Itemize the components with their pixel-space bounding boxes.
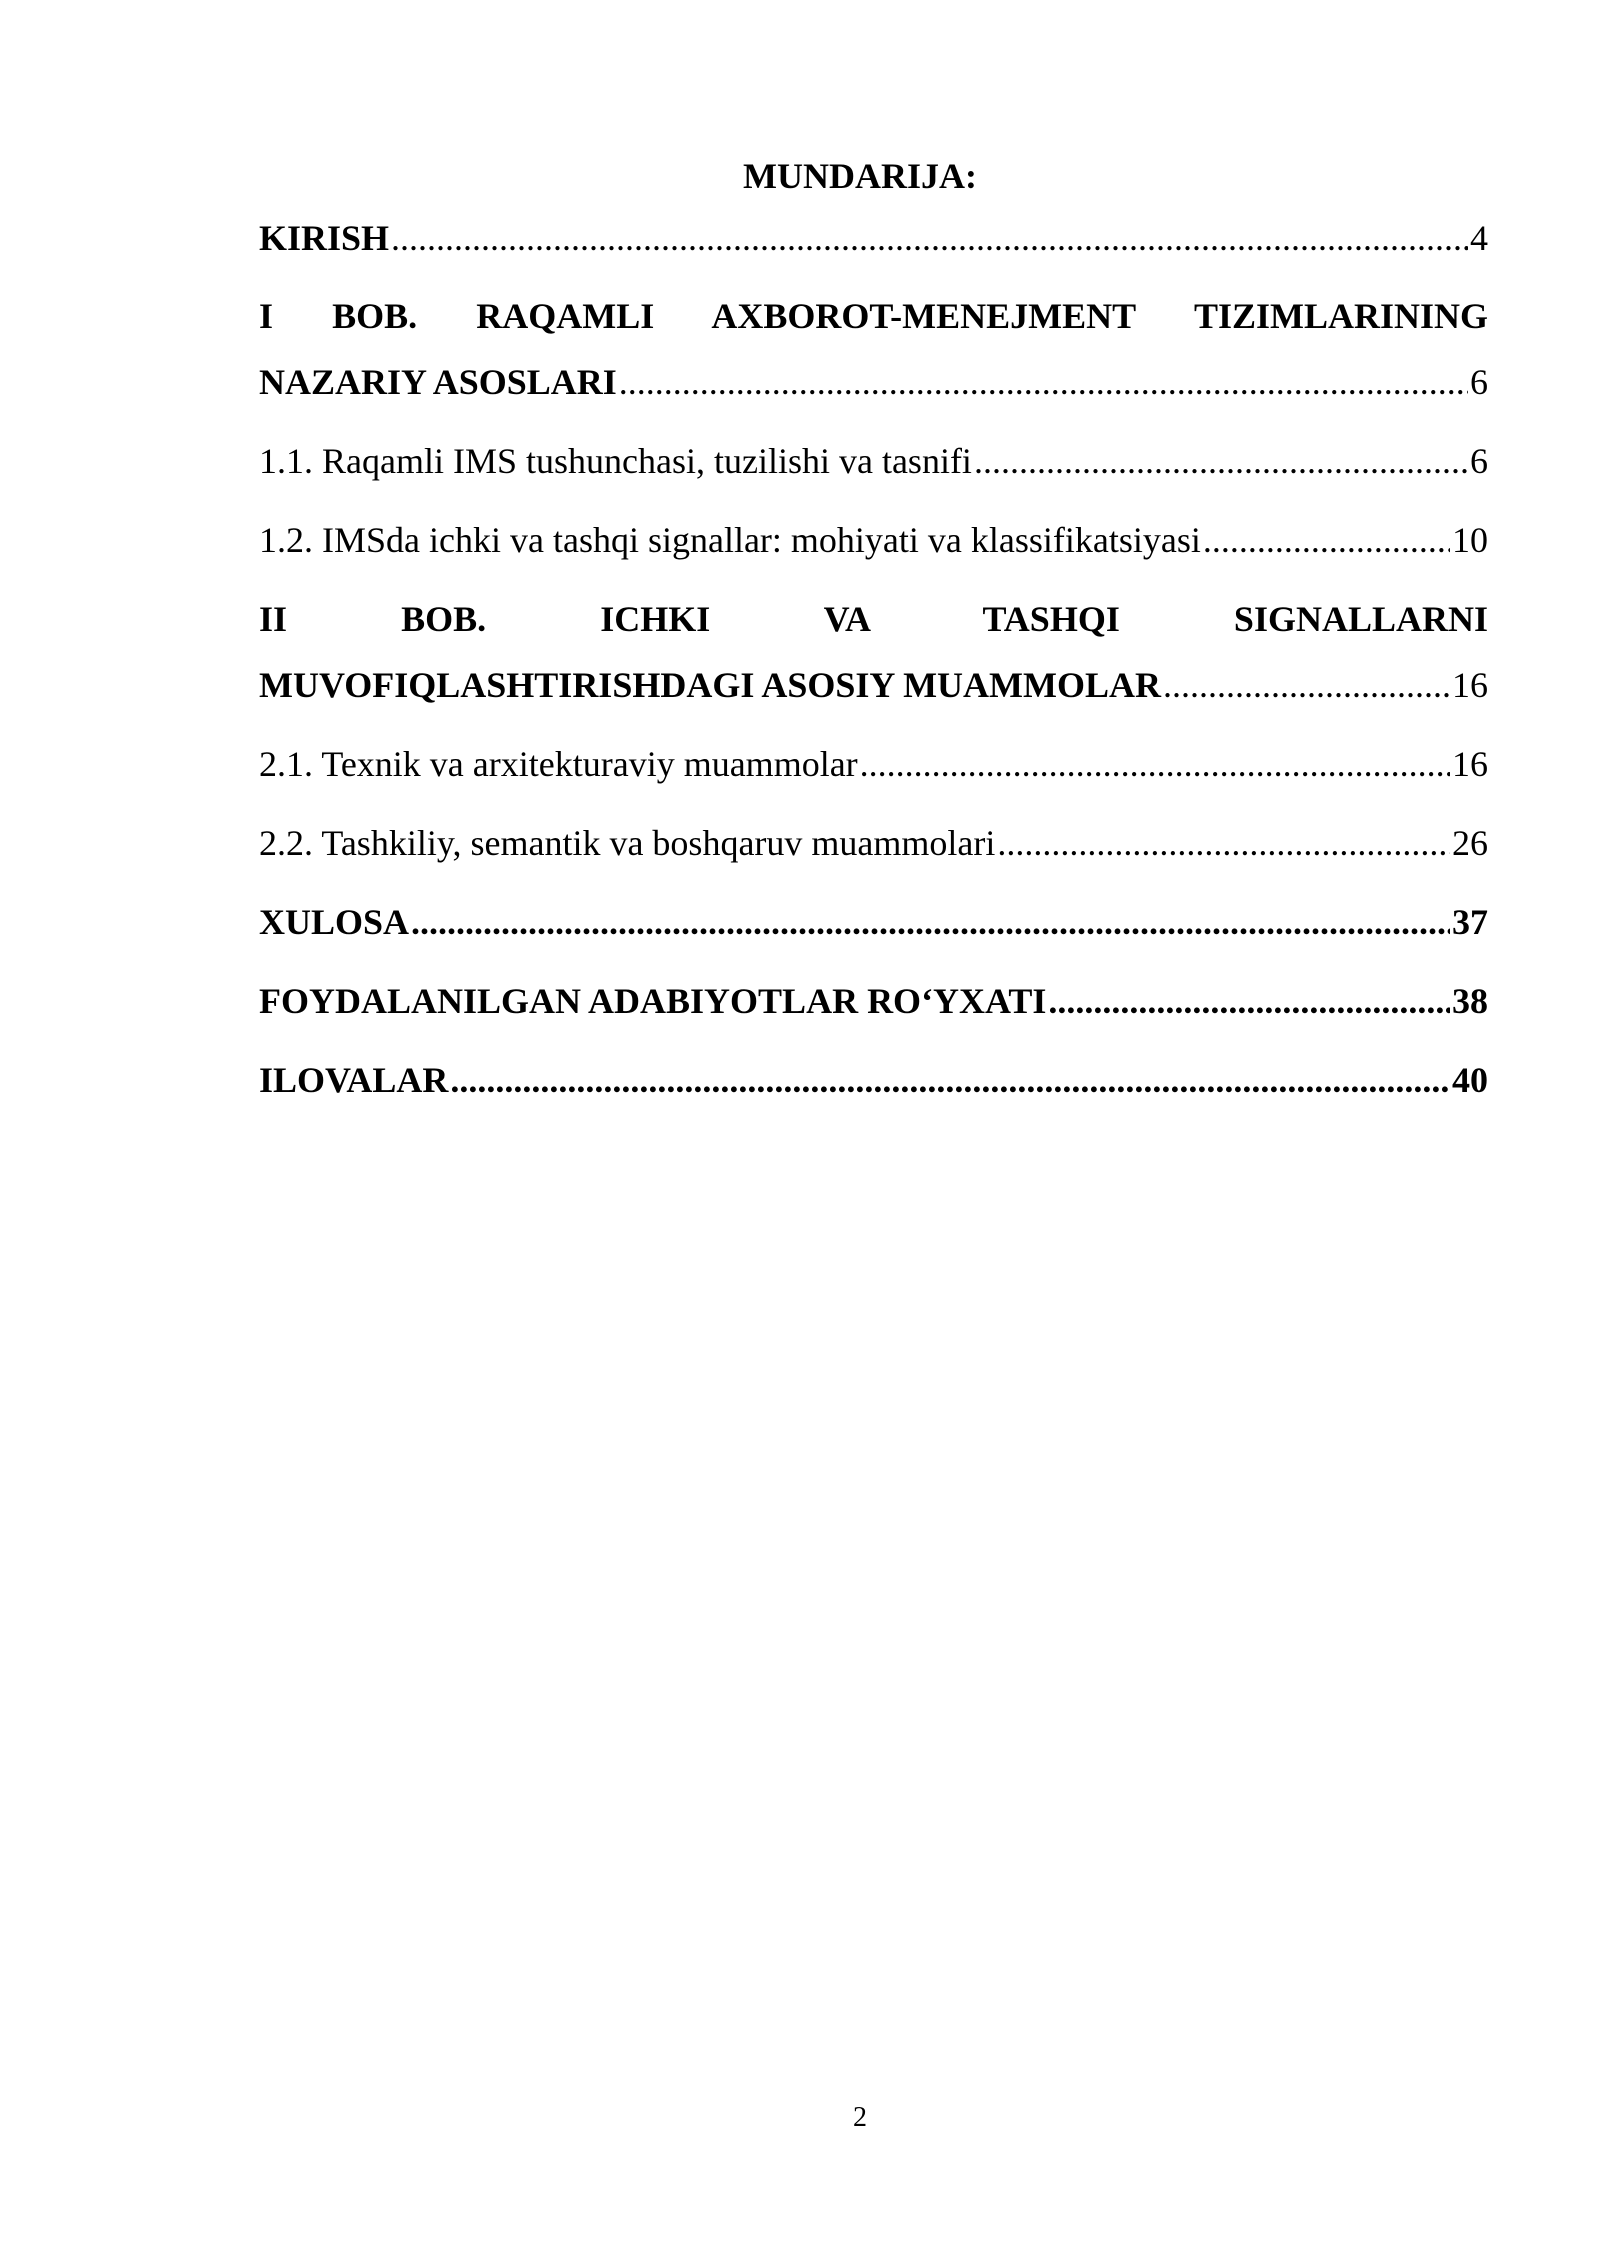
toc-entry-page: 37: [1452, 902, 1488, 942]
dot-leader: [619, 356, 1468, 408]
toc-entry-ilovalar[interactable]: [259, 1054, 1488, 1106]
toc-entry-chapter-1[interactable]: [259, 290, 1488, 408]
toc-entry-title: XULOSA: [259, 902, 410, 942]
toc-entry-line: [259, 514, 1488, 566]
toc-entry-page: 6: [1470, 362, 1488, 402]
dot-leader: [1048, 975, 1450, 1027]
toc-entry-line: [259, 896, 1488, 948]
toc-entry-page: 6: [1470, 441, 1488, 481]
toc-entry-line: [259, 817, 1488, 869]
dot-leader: [391, 212, 1468, 264]
toc-entry-title: 2.2. Tashkiliy, semantik va boshqaruv muammolari: [259, 823, 996, 863]
table-of-contents: [259, 212, 1488, 1106]
toc-entry-title-line-1: I BOB. RAQAMLI AXBOROT-MENEJMENT TIZIMLARINING: [259, 296, 1488, 336]
toc-entry-title-line-2: MUVOFIQLASHTIRISHDAGI ASOSIY MUAMMOLAR: [259, 665, 1162, 705]
dot-leader: [997, 817, 1450, 869]
toc-entry-page: 16: [1452, 744, 1488, 784]
toc-entry-title: KIRISH: [259, 218, 390, 258]
toc-entry-section-2-1[interactable]: [259, 738, 1488, 790]
toc-entry-references[interactable]: [259, 975, 1488, 1027]
dot-leader: [974, 435, 1468, 487]
toc-entry-title: ILOVALAR: [259, 1060, 449, 1100]
toc-entry-line: [259, 212, 1488, 264]
toc-entry-line: [259, 975, 1488, 1027]
toc-entry-page: 26: [1452, 823, 1488, 863]
toc-entry-line: [259, 738, 1488, 790]
toc-entry-line: [259, 659, 1488, 711]
dot-leader: [860, 738, 1450, 790]
toc-entry-line: [259, 435, 1488, 487]
toc-entry-page: 16: [1452, 665, 1488, 705]
toc-entry-page: 40: [1452, 1060, 1488, 1100]
toc-entry-line: [259, 356, 1488, 408]
toc-entry-chapter-2[interactable]: [259, 593, 1488, 711]
toc-entry-title: 1.2. IMSda ichki va tashqi signallar: mohiyati va klassifikatsiyasi: [259, 520, 1201, 560]
toc-entry-xulosa[interactable]: [259, 896, 1488, 948]
toc-entry-line: [259, 1054, 1488, 1106]
toc-entry-page: 38: [1452, 981, 1488, 1021]
toc-entry-title-line-2: NAZARIY ASOSLARI: [259, 362, 617, 402]
toc-entry-page: 4: [1470, 218, 1488, 258]
toc-entry-section-1-2[interactable]: [259, 514, 1488, 566]
toc-entry-section-2-2[interactable]: [259, 817, 1488, 869]
toc-entry-title: 2.1. Texnik va arxitekturaviy muammolar: [259, 744, 858, 784]
page-number: 2: [853, 2102, 867, 2133]
toc-title: MUNDARIJA:: [743, 156, 977, 196]
dot-leader: [450, 1054, 1450, 1106]
dot-leader: [1203, 514, 1450, 566]
dot-leader: [1163, 659, 1450, 711]
toc-entry-section-1-1[interactable]: [259, 435, 1488, 487]
toc-entry-title: 1.1. Raqamli IMS tushunchasi, tuzilishi va tasnifi: [259, 441, 972, 481]
toc-entry-title: FOYDALANILGAN ADABIYOTLAR RO‘YXATI: [259, 981, 1047, 1021]
toc-entry-kirish[interactable]: [259, 212, 1488, 264]
toc-entry-title-line-1: II BOB. ICHKI VA TASHQI SIGNALLARNI: [259, 599, 1488, 639]
toc-entry-page: 10: [1452, 520, 1488, 560]
dot-leader: [411, 896, 1450, 948]
